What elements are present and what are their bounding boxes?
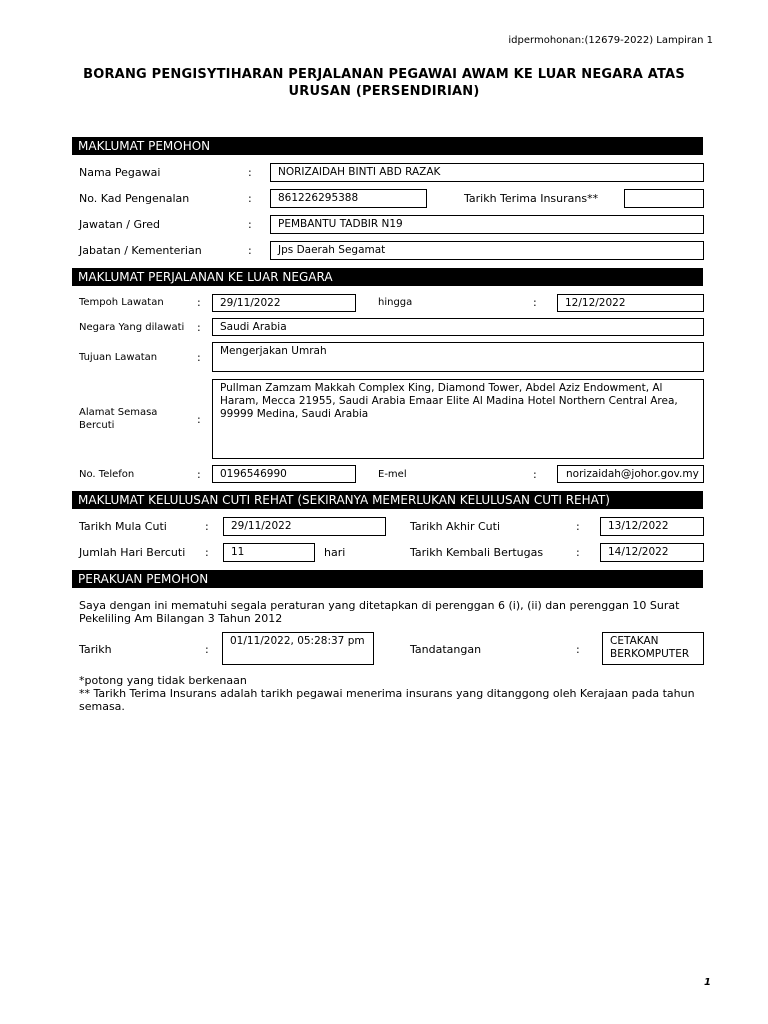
mula-cuti-field[interactable]: 29/11/2022 — [223, 517, 386, 536]
section-heading-cuti: MAKLUMAT KELULUSAN CUTI REHAT (SEKIRANYA MEMERLUKAN KELULUSAN CUTI REHAT) — [72, 491, 703, 509]
colon: : — [576, 546, 580, 559]
telefon-field[interactable]: 0196546990 — [212, 465, 356, 483]
tempoh-to-field[interactable]: 12/12/2022 — [557, 294, 704, 312]
tujuan-label: Tujuan Lawatan — [79, 352, 158, 363]
colon: : — [205, 643, 209, 656]
hingga-label: hingga — [378, 297, 413, 308]
colon: : — [197, 468, 201, 481]
colon: : — [533, 296, 537, 309]
colon: : — [197, 351, 201, 364]
colon: : — [197, 321, 201, 334]
colon: : — [248, 218, 252, 231]
jumlah-hari-field[interactable]: 11 — [223, 543, 315, 562]
kp-label: No. Kad Pengenalan — [79, 192, 190, 205]
colon: : — [533, 468, 537, 481]
akhir-cuti-label: Tarikh Akhir Cuti — [410, 520, 501, 533]
alamat-label-line-1: Alamat Semasa — [79, 407, 158, 418]
hari-label: hari — [324, 546, 346, 559]
page-number: 1 — [704, 977, 711, 988]
colon: : — [248, 192, 252, 205]
jawatan-field[interactable]: PEMBANTU TADBIR N19 — [270, 215, 704, 234]
negara-label: Negara Yang dilawati — [79, 322, 185, 333]
tandatangan-label: Tandatangan — [410, 643, 482, 656]
section-heading-perakuan: PERAKUAN PEMOHON — [72, 570, 703, 588]
colon: : — [248, 166, 252, 179]
colon: : — [576, 520, 580, 533]
jawatan-label: Jawatan / Gred — [79, 218, 161, 231]
kembali-field[interactable]: 14/12/2022 — [600, 543, 704, 562]
alamat-label-line-2: Bercuti — [79, 420, 115, 431]
note-insurans: ** Tarikh Terima Insurans adalah tarikh pegawai menerima insurans yang ditanggong oleh Kerajaan pada tahun semasa. — [79, 687, 695, 713]
nama-field[interactable]: NORIZAIDAH BINTI ABD RAZAK — [270, 163, 704, 182]
notes — [79, 674, 699, 713]
colon: : — [205, 520, 209, 533]
kp-field[interactable]: 861226295388 — [270, 189, 427, 208]
form-title-line-1: BORANG PENGISYTIHARAN PERJALANAN PEGAWAI AWAM KE LUAR NEGARA ATAS — [83, 67, 685, 82]
colon: : — [197, 413, 201, 426]
note-potong: *potong yang tidak berkenaan — [79, 674, 247, 687]
section-heading-pemohon: MAKLUMAT PEMOHON — [72, 137, 703, 155]
emel-label: E-mel — [378, 469, 407, 480]
alamat-field[interactable]: Pullman Zamzam Makkah Complex King, Diamond Tower, Abdel Aziz Endowment, Al Haram, Mecca 21955, Saudi Arabia Emaar Elite Al Madina Hotel Northern Central Area, 99999 Medina, Saudi Arabia — [212, 379, 704, 459]
tandatangan-field[interactable]: CETAKAN BERKOMPUTER — [602, 632, 704, 665]
form-title — [60, 66, 708, 100]
perakuan-statement: Saya dengan ini mematuhi segala peraturan yang ditetapkan di perenggan 6 (i), (ii) dan perenggan 10 Surat Pekeliling Am Bilangan 3 Tahun 2012 — [79, 599, 680, 625]
form-title-line-2: URUSAN (PERSENDIRIAN) — [288, 84, 480, 99]
section-heading-perjalanan: MAKLUMAT PERJALANAN KE LUAR NEGARA — [72, 268, 703, 286]
colon: : — [197, 296, 201, 309]
colon: : — [205, 546, 209, 559]
telefon-label: No. Telefon — [79, 469, 135, 480]
jumlah-hari-label: Jumlah Hari Bercuti — [79, 546, 186, 559]
tujuan-field[interactable]: Mengerjakan Umrah — [212, 342, 704, 372]
tarikh-label: Tarikh — [79, 643, 112, 656]
emel-field[interactable]: norizaidah@johor.gov.my — [557, 465, 704, 483]
colon: : — [248, 244, 252, 257]
kembali-label: Tarikh Kembali Bertugas — [410, 546, 544, 559]
tarikh-field[interactable]: 01/11/2022, 05:28:37 pm — [222, 632, 374, 665]
insurans-label: Tarikh Terima Insurans** — [464, 192, 599, 205]
insurans-field[interactable] — [624, 189, 704, 208]
tempoh-label: Tempoh Lawatan — [79, 297, 164, 308]
alamat-label — [79, 406, 157, 432]
jabatan-label: Jabatan / Kementerian — [79, 244, 202, 257]
negara-field[interactable]: Saudi Arabia — [212, 318, 704, 336]
colon: : — [576, 643, 580, 656]
mula-cuti-label: Tarikh Mula Cuti — [79, 520, 167, 533]
tempoh-from-field[interactable]: 29/11/2022 — [212, 294, 356, 312]
jabatan-field[interactable]: Jps Daerah Segamat — [270, 241, 704, 260]
akhir-cuti-field[interactable]: 13/12/2022 — [600, 517, 704, 536]
nama-label: Nama Pegawai — [79, 166, 161, 179]
reference-id: idpermohonan:(12679-2022) Lampiran 1 — [508, 35, 713, 46]
